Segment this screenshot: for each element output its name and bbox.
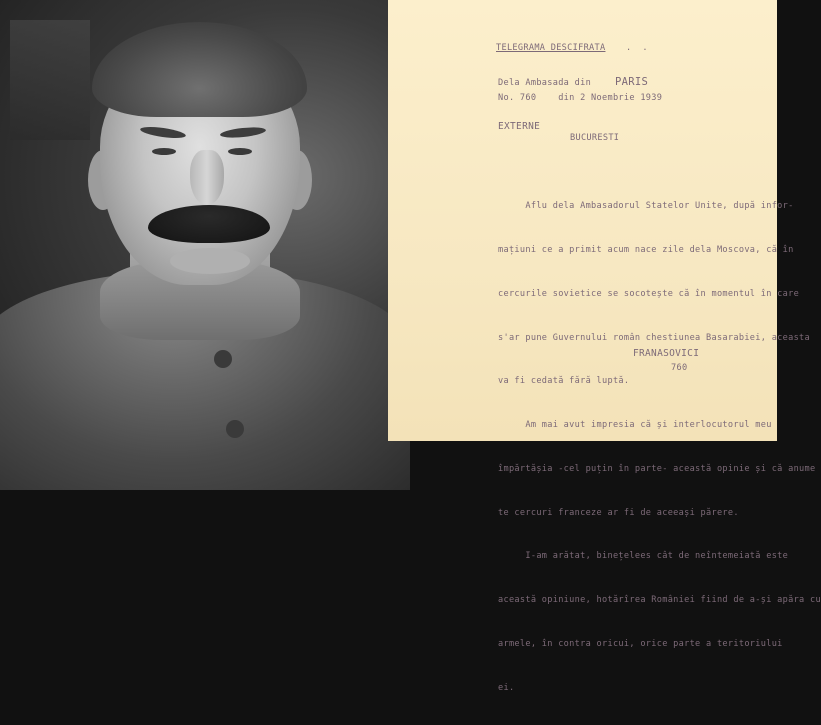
telegram-body: [498, 170, 821, 725]
body-line: împărtășia -cel puțin în parte- această opinie și că anume: [498, 463, 816, 474]
destination-line-2: BUCURESTI: [570, 133, 620, 143]
tunic-button: [226, 420, 244, 438]
body-line: Am mai avut impresia că și interlocutorul meu: [498, 420, 772, 431]
reference-line: No. 760 din 2 Noembrie 1939: [498, 93, 663, 103]
signature-number: 760: [671, 363, 688, 373]
left-eye: [152, 148, 176, 155]
body-line: armele, în contra oricui, orice parte a teritoriului: [498, 639, 783, 649]
body-line: s'ar pune Guvernului român chestiunea Basarabiei, aceasta: [498, 332, 811, 343]
mustache: [148, 205, 270, 243]
nose: [190, 150, 224, 205]
body-line: cercurile sovietice se socotește că în momentul în care: [498, 288, 800, 299]
telegram-title: TELEGRAMA DESCIFRATA: [496, 43, 606, 53]
body-line: mațiuni ce a primit acum nace zile dela Moscova, că în: [498, 244, 794, 255]
destination-line-1: EXTERNE: [498, 121, 541, 132]
body-line: ei.: [498, 682, 515, 693]
right-eye: [228, 148, 252, 155]
body-line: va fi cedată fără luptă.: [498, 376, 630, 387]
chin: [170, 248, 250, 274]
signature: FRANASOVICI: [633, 348, 700, 359]
body-line: Aflu dela Ambasadorul Statelor Unite, după infor-: [498, 201, 794, 212]
body-line: te cercuri franceze ar fi de aceeași părere.: [498, 507, 739, 518]
from-label: Dela Ambasada din: [498, 78, 592, 88]
portrait-photo: [0, 0, 388, 441]
tunic-button: [214, 350, 232, 368]
hair: [92, 22, 307, 117]
telegram-document: [388, 0, 821, 693]
background-window: [10, 20, 90, 140]
body-line: I-am arătat, binețelees cât de neîntemeiată este: [498, 551, 789, 562]
from-city: PARIS: [615, 76, 649, 88]
body-line: această opiniune, hotărîrea României fiind de a-și apăra cu: [498, 595, 821, 606]
title-dots: . .: [626, 43, 648, 53]
